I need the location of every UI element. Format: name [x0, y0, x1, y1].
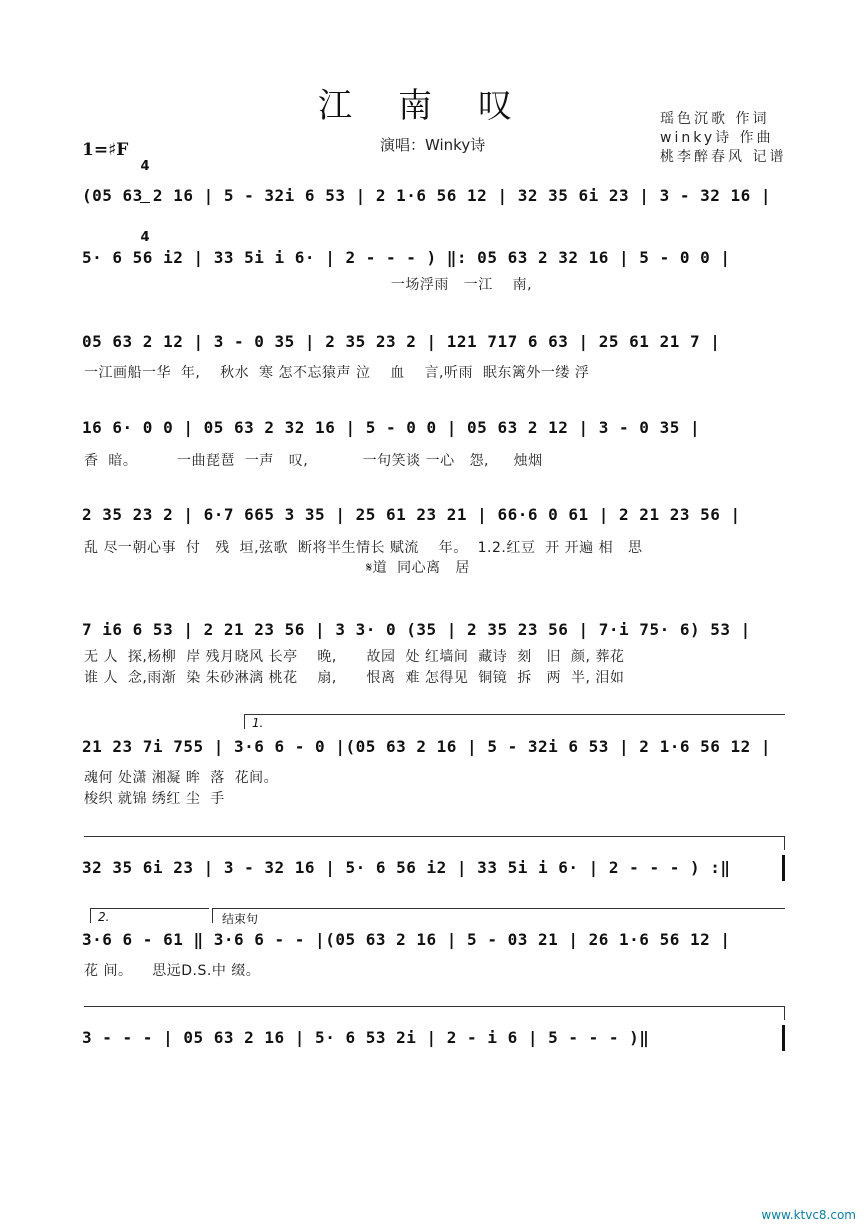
- score-row-3: 05 63 2 12 | 3 - 0 35 | 2 35 23 2 | 121 717 6 63 | 25 61 21 7 |: [82, 332, 721, 351]
- meter-bottom: 4: [140, 230, 150, 245]
- meter-top: 4: [140, 159, 150, 174]
- lyric-row-4: 香 暗。 一曲琵琶 一声 叹, 一句笑谈 一心 怨, 烛烟: [84, 453, 543, 469]
- credit-lyricist: 瑶色沉歌 作词: [660, 111, 770, 127]
- credit-transcriber: 桃李醉春风 记谱: [660, 149, 787, 165]
- score-row-10: 3 - - - | 05 63 2 16 | 5· 6 53 2i | 2 - i 6 | 5 - - - )‖: [82, 1028, 650, 1047]
- lyric-row-2: 一场浮雨 一江 南,: [84, 277, 533, 293]
- volta-1-continuation-line: [84, 836, 784, 837]
- coda-label: 结束句: [222, 912, 259, 926]
- lyric-row-9: 花 间。 思远D.S.中 缀。: [84, 963, 261, 979]
- score-row-1: (05 63 2 16 | 5 - 32i 6 53 | 2 1·6 56 12 | 32 35 6i 23 | 3 - 32 16 |: [82, 186, 772, 205]
- lyric-row-7a: 魂何 处潇 湘凝 眸 落 花间。: [84, 770, 279, 786]
- coda-end-tick: [784, 1006, 785, 1020]
- volta-1-bracket: [244, 714, 785, 729]
- score-row-2: 5· 6 56 i2 | 33 5i i 6· | 2 - - - ) ‖: 05 63 2 32 16 | 5 - 0 0 |: [82, 248, 731, 267]
- score-row-5: 2 35 23 2 | 6·7 665 3 35 | 25 61 23 21 | 66·6 0 61 | 2 21 23 56 |: [82, 505, 741, 524]
- key-signature: 1=♯F: [82, 140, 129, 160]
- lyric-row-5b: 𝄋道 同心离 居: [84, 560, 470, 576]
- lyric-row-3: 一江画船一华 年, 秋水 寒 怎不忘猿声 泣 血 言,听雨 眠东篱外一缕 浮: [84, 365, 590, 381]
- score-row-6: 7 i6 6 53 | 2 21 23 56 | 3 3· 0 (35 | 2 35 23 56 | 7·i 75· 6) 53 |: [82, 620, 751, 639]
- song-title: 江南叹: [318, 86, 558, 126]
- repeat-end-barline: [782, 855, 785, 881]
- score-row-7: 21 23 7i 755 | 3·6 6 - 0 |(05 63 2 16 | 5 - 32i 6 53 | 2 1·6 56 12 |: [82, 737, 772, 756]
- volta-2-label: 2.: [98, 910, 110, 924]
- score-row-9: 3·6 6 - 61 ‖ 3·6 6 - - |(05 63 2 16 | 5 - 03 21 | 26 1·6 56 12 |: [82, 930, 731, 949]
- singer-credit: 演唱：Winky诗: [380, 136, 486, 154]
- credit-composer: winky诗 作曲: [660, 130, 774, 146]
- coda-continuation-line: [84, 1006, 784, 1007]
- score-row-4: 16 6· 0 0 | 05 63 2 32 16 | 5 - 0 0 | 05 63 2 12 | 3 - 0 35 |: [82, 418, 701, 437]
- site-watermark: www.ktvc8.com: [761, 1208, 856, 1222]
- volta-1-label: 1.: [252, 716, 264, 730]
- score-row-8: 32 35 6i 23 | 3 - 32 16 | 5· 6 56 i2 | 33 5i i 6· | 2 - - - ) :‖: [82, 858, 731, 877]
- lyric-row-6b: 谁 人 念,雨渐 染 朱砂淋漓 桃花 扇, 恨离 难 怎得见 铜镜 拆 两 半, 泪如: [84, 670, 625, 686]
- volta-1-end-tick: [784, 836, 785, 850]
- lyric-row-6a: 无 人 探,杨柳 岸 残月晓风 长亭 晚, 故园 处 红墙间 藏诗 刻 旧 颜, 葬花: [84, 649, 625, 665]
- final-barline: [782, 1025, 785, 1051]
- lyric-row-7b: 梭织 就锦 绣红 尘 手: [84, 791, 225, 807]
- coda-bracket: [212, 908, 785, 923]
- lyric-row-5a: 乱 尽一朝心事 付 残 垣,弦歌 断将半生情长 赋流 年。 1.2.红豆 开 开遍 相 思: [84, 540, 643, 556]
